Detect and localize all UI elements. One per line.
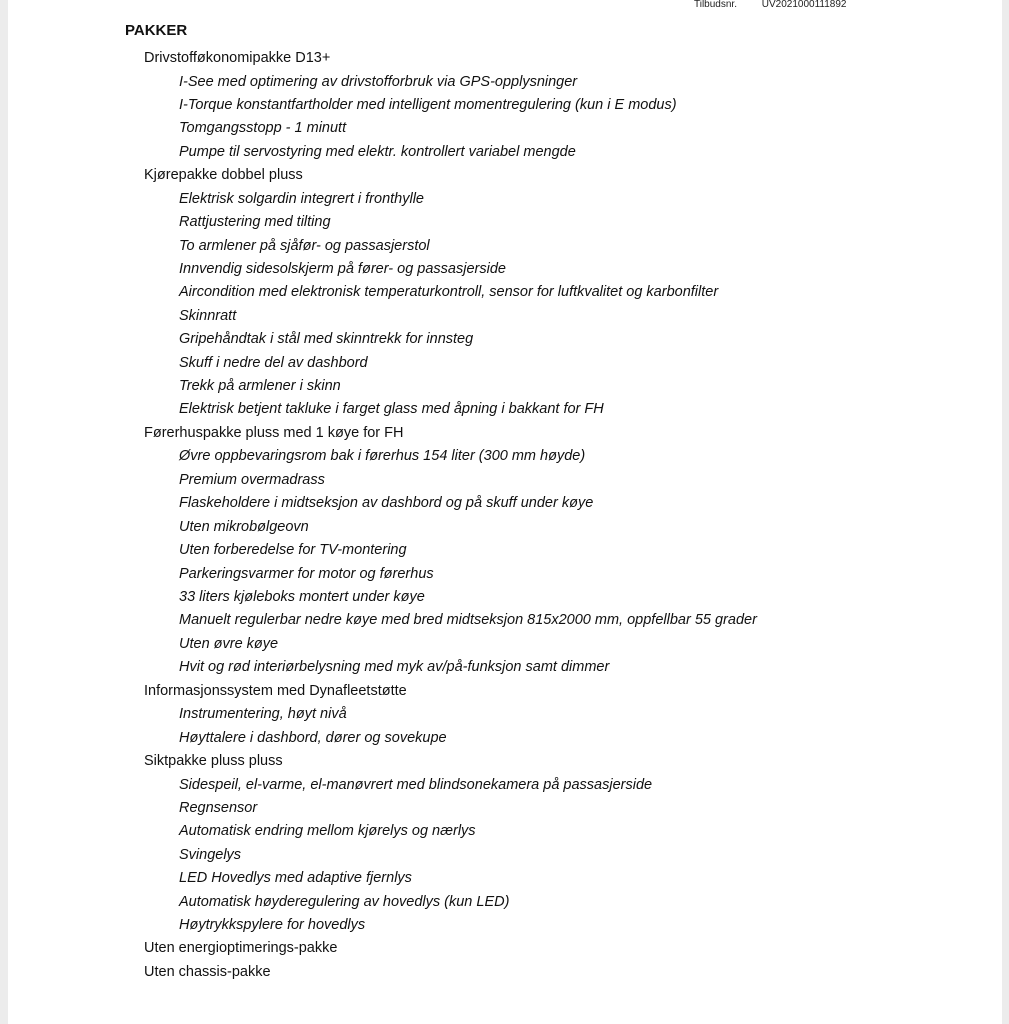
package-item: 33 liters kjøleboks montert under køye — [179, 588, 425, 605]
package-item: To armlener på sjåfør- og passasjerstol — [179, 237, 430, 254]
package-item: Rattjustering med tilting — [179, 214, 331, 231]
package-item: Skuff i nedre del av dashbord — [179, 354, 368, 371]
section-title: PAKKER — [125, 22, 188, 39]
package-item: Parkeringsvarmer for motor og førerhus — [179, 565, 434, 582]
package — [144, 961, 757, 985]
package-item-list — [144, 774, 757, 938]
package-item-list — [144, 445, 757, 679]
offer-meta — [694, 0, 846, 10]
package-item: Svingelys — [179, 846, 242, 863]
package — [144, 937, 757, 961]
package-name: Uten energioptimerings-pakke — [144, 940, 338, 957]
package-item: Høytrykkspylere for hovedlys — [179, 916, 366, 933]
package — [144, 680, 757, 750]
package-item: I-See med optimering av drivstofforbruk via GPS-opplysninger — [179, 73, 578, 90]
package-item: Automatisk høyderegulering av hovedlys (kun LED) — [179, 893, 510, 910]
package-item: Trekk på armlener i skinn — [179, 378, 341, 395]
package-item: Regnsensor — [179, 799, 258, 816]
document-page — [8, 0, 1002, 1024]
package-item: Manuelt regulerbar nedre køye med bred midtseksjon 815x2000 mm, oppfellbar 55 grader — [179, 612, 757, 629]
package-list — [144, 47, 757, 985]
package-name: Siktpakke pluss pluss — [144, 752, 283, 769]
package — [144, 47, 757, 164]
package-item: Pumpe til servostyring med elektr. kontrollert variabel mengde — [179, 143, 576, 160]
package-item: Hvit og rød interiørbelysning med myk av/på-funksjon samt dimmer — [179, 659, 610, 676]
package — [144, 164, 757, 422]
package-name: Kjørepakke dobbel pluss — [144, 167, 303, 184]
package-item: Sidespeil, el-varme, el-manøvrert med blindsonekamera på passasjerside — [179, 776, 653, 793]
package-item: Premium overmadrass — [179, 471, 325, 488]
package-item-list — [144, 188, 757, 422]
package-name: Drivstofføkonomipakke D13+ — [144, 50, 331, 66]
package-name: Førerhuspakke pluss med 1 køye for FH — [144, 424, 404, 441]
package-item: Uten forberedelse for TV-montering — [179, 542, 407, 559]
package-name: Informasjonssystem med Dynafleetstøtte — [144, 682, 407, 699]
package-item: Flaskeholdere i midtseksjon av dashbord og på skuff under køye — [179, 495, 594, 512]
package-item: Tomgangsstopp - 1 minutt — [179, 120, 347, 137]
package-item: Innvendig sidesolskjerm på fører- og passasjerside — [179, 261, 506, 278]
package-item: Gripehåndtak i stål med skinntrekk for innsteg — [179, 331, 474, 348]
package-item: Skinnratt — [179, 307, 237, 324]
package-item: Øvre oppbevaringsrom bak i førerhus 154 liter (300 mm høyde) — [179, 448, 586, 465]
offer-number-label: Tilbudsnr. — [694, 0, 737, 10]
package — [144, 750, 757, 937]
package-item: Elektrisk solgardin integrert i fronthylle — [179, 190, 424, 207]
package-item-list — [144, 703, 757, 750]
package — [144, 422, 757, 680]
package-item: Automatisk endring mellom kjørelys og nærlys — [179, 823, 476, 840]
package-item: Elektrisk betjent takluke i farget glass med åpning i bakkant for FH — [179, 401, 604, 418]
package-item: Høyttalere i dashbord, dører og sovekupe — [179, 729, 447, 746]
package-item: Aircondition med elektronisk temperaturkontroll, sensor for luftkvalitet og karbonfilter — [179, 284, 719, 301]
package-item: Uten øvre køye — [179, 635, 279, 652]
package-name: Uten chassis-pakke — [144, 963, 271, 980]
package-item: LED Hovedlys med adaptive fjernlys — [179, 870, 412, 887]
package-item: Uten mikrobølgeovn — [179, 518, 309, 535]
package-item: I-Torque konstantfartholder med intelligent momentregulering (kun i E modus) — [179, 97, 677, 113]
package-item: Instrumentering, høyt nivå — [179, 706, 347, 723]
offer-number-value: UV2021000111892 — [761, 0, 847, 10]
package-item-list — [144, 71, 757, 165]
